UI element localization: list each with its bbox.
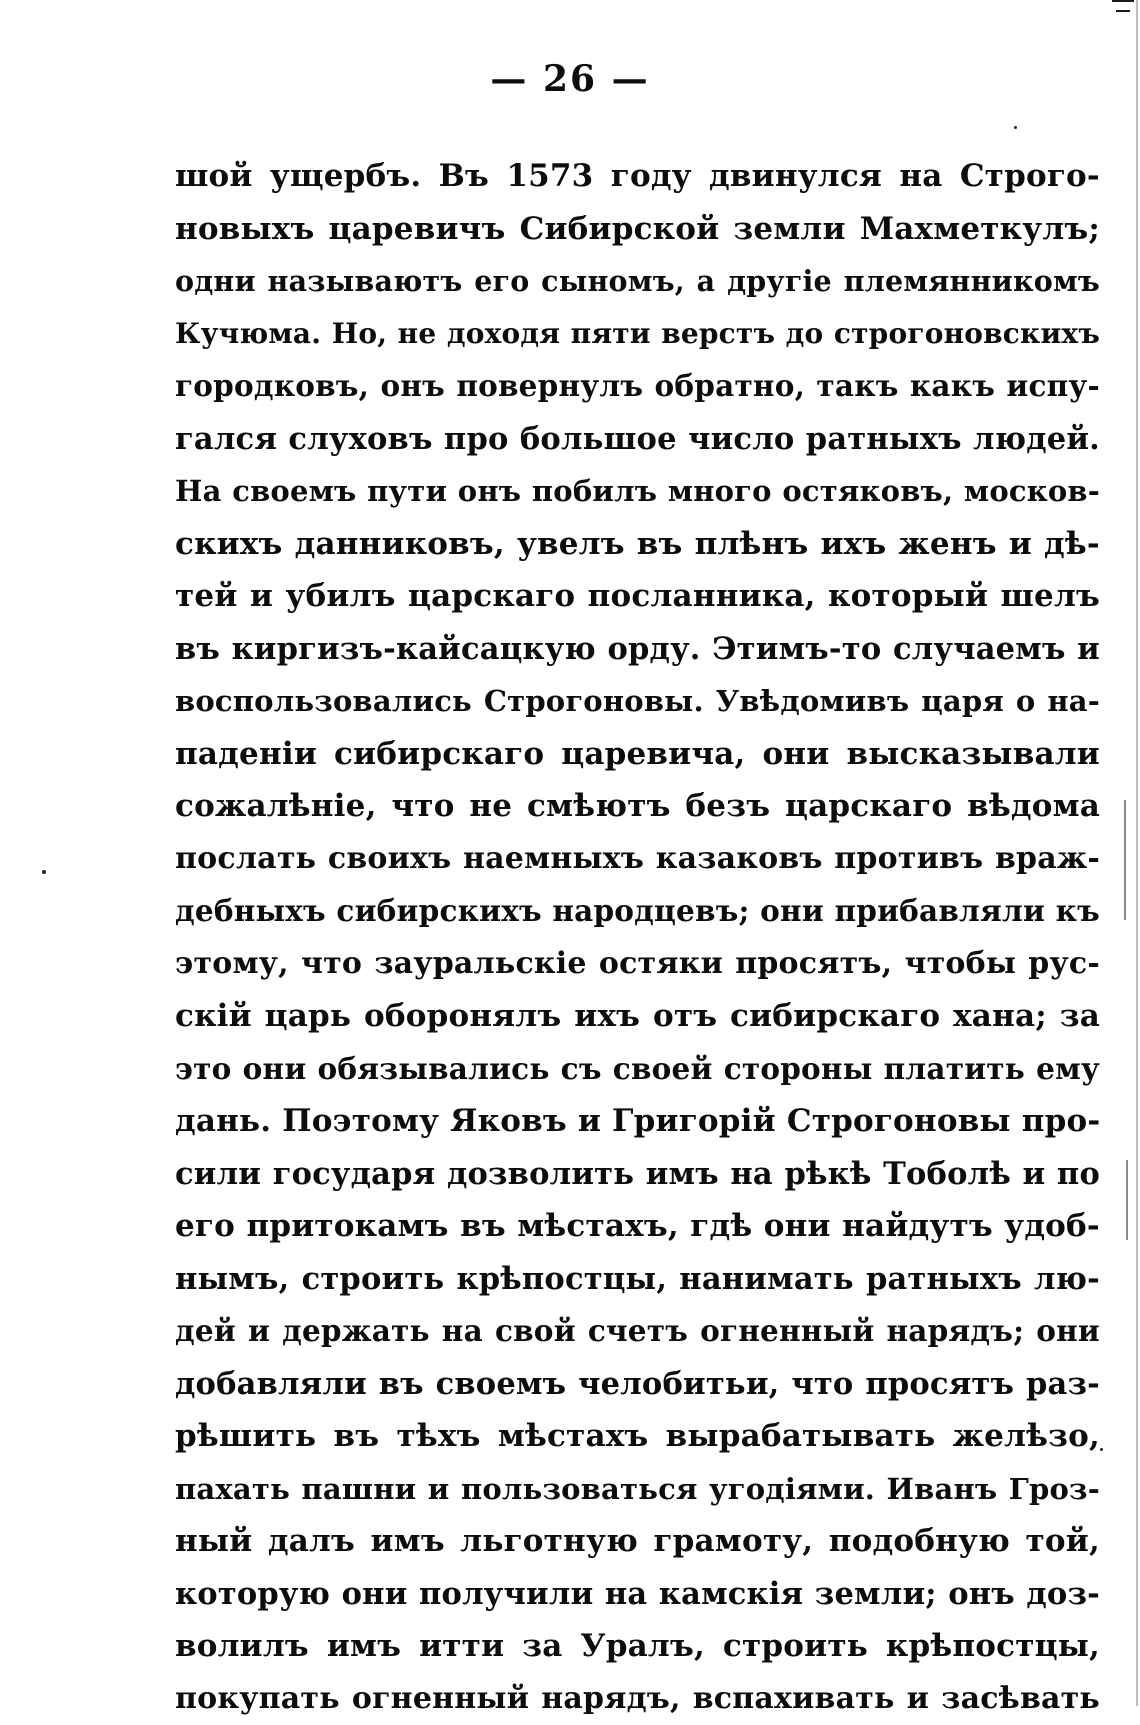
text-line: ный далъ имъ льготную грамоту, подобную той, bbox=[175, 1515, 1100, 1568]
text-line: сожалѣніе, что не смѣютъ безъ царскаго вѣдома bbox=[175, 780, 1100, 833]
text-line: сили государя дозволить имъ на рѣкѣ Тоболѣ и по bbox=[175, 1148, 1100, 1201]
ink-speck bbox=[1100, 1448, 1103, 1451]
text-line: въ киргизъ-кайсацкую орду. Этимъ-то случаемъ и bbox=[175, 623, 1100, 676]
text-line: этому, что зауральскіе остяки просятъ, чтобы рус- bbox=[175, 938, 1100, 991]
text-line: Кучюма. Но, не доходя пяти верстъ до строгоновскихъ bbox=[175, 308, 1100, 361]
text-line: которую они получили на камскія земли; онъ доз- bbox=[175, 1568, 1100, 1621]
text-line: дей и держать на свой счетъ огненный нарядъ; они bbox=[175, 1305, 1100, 1358]
ink-speck bbox=[42, 870, 46, 874]
text-line: дань. Поэтому Яковъ и Григорій Строгоновы про- bbox=[175, 1095, 1100, 1148]
text-line: новыхъ царевичъ Сибирской земли Махметкулъ; bbox=[175, 203, 1100, 256]
page-number: — 26 — bbox=[0, 58, 1140, 100]
text-line: На своемъ пути онъ побилъ много остяковъ, москов- bbox=[175, 465, 1100, 518]
margin-scan-line bbox=[1126, 1160, 1128, 1240]
text-line: рѣшить въ тѣхъ мѣстахъ вырабатывать желѣзо, bbox=[175, 1410, 1100, 1463]
body-text bbox=[175, 150, 1100, 1725]
text-line: одни называютъ его сыномъ, а другіе племянникомъ bbox=[175, 255, 1100, 308]
text-line: городковъ, онъ повернулъ обратно, такъ какъ испу- bbox=[175, 360, 1100, 413]
text-line: шой ущербъ. Въ 1573 году двинулся на Строго- bbox=[175, 150, 1100, 203]
text-line: воспользовались Строгоновы. Увѣдомивъ царя о на- bbox=[175, 675, 1100, 728]
corner-scan-mark bbox=[1112, 0, 1134, 2]
text-line: это они обязывались съ своей стороны платить ему bbox=[175, 1043, 1100, 1096]
text-line: гался слуховъ про большое число ратныхъ людей. bbox=[175, 413, 1100, 466]
text-line: нымъ, строить крѣпостцы, нанимать ратныхъ лю- bbox=[175, 1253, 1100, 1306]
text-line: скихъ данниковъ, увелъ въ плѣнъ ихъ женъ и дѣ- bbox=[175, 518, 1100, 571]
text-line: тей и убилъ царскаго посланника, который шелъ bbox=[175, 570, 1100, 623]
page-edge-shadow bbox=[1136, 0, 1138, 1706]
text-line: паденіи сибирскаго царевича, они высказывали bbox=[175, 728, 1100, 781]
text-line: покупать огненный нарядъ, вспахивать и засѣвать bbox=[175, 1673, 1100, 1725]
text-line: дебныхъ сибирскихъ народцевъ; они прибавляли къ bbox=[175, 885, 1100, 938]
margin-scan-line bbox=[1124, 800, 1126, 920]
ink-speck bbox=[1014, 126, 1017, 129]
text-line: пахать пашни и пользоваться угодіями. Иванъ Гроз- bbox=[175, 1463, 1100, 1516]
corner-scan-mark-secondary bbox=[1116, 10, 1130, 12]
text-line: послать своихъ наемныхъ казаковъ противъ враж- bbox=[175, 833, 1100, 886]
text-line: добавляли въ своемъ челобитьи, что просятъ раз- bbox=[175, 1358, 1100, 1411]
text-line: его притокамъ въ мѣстахъ, гдѣ они найдутъ удоб- bbox=[175, 1200, 1100, 1253]
text-line: скій царь оборонялъ ихъ отъ сибирскаго хана; за bbox=[175, 990, 1100, 1043]
text-line: волилъ имъ итти за Уралъ, строить крѣпостцы, bbox=[175, 1620, 1100, 1673]
